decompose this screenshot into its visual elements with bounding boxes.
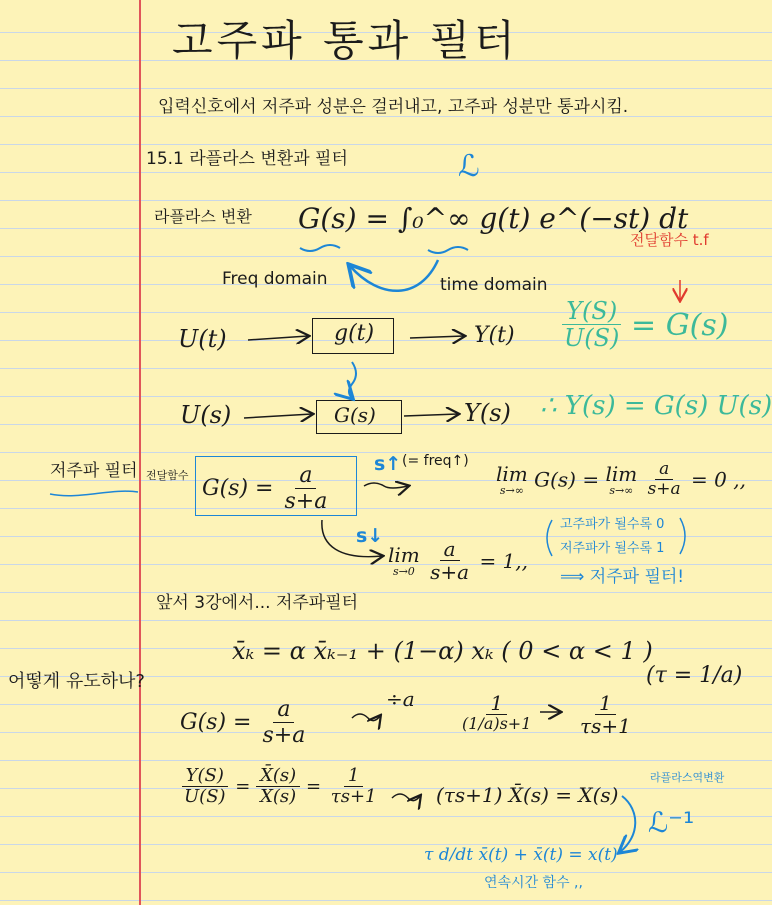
- g-den: s+a: [262, 723, 306, 749]
- lowpass-num: a: [295, 464, 316, 489]
- ratio3-den: τs+1: [330, 785, 377, 807]
- s-down-label: s↓: [356, 525, 384, 547]
- lim-inf-den: s+a: [647, 478, 681, 499]
- lim-word-2: lim: [605, 461, 638, 486]
- s-up-note: (= freq↑): [402, 453, 469, 469]
- derivation-question: 어떻게 유도하나?: [8, 671, 145, 692]
- note-hf-zero: 고주파가 될수록 0: [560, 517, 665, 532]
- lim-word-1: lim: [496, 461, 528, 486]
- continuous-equation: τ d/dt x̄(t) + x̄(t) = x(t): [424, 845, 618, 865]
- underline-gs: [300, 245, 340, 251]
- lowpass-formula: [202, 464, 331, 514]
- laplace-symbol: ℒ: [458, 149, 480, 184]
- note-bracket-left: [547, 520, 552, 556]
- underline-gt: [428, 247, 468, 253]
- g-transform: [180, 698, 309, 748]
- margin-line: [139, 0, 141, 905]
- tf-rhs: = G(s): [631, 307, 729, 343]
- lim-inf-result: = 0 ,,: [691, 467, 746, 492]
- ratio-equation: $\frac{Y(S)}{U(S)}$ = $\frac{X̄(s)}{X(s)}$ = $\frac{1}{\tau s+1}$: [180, 766, 380, 807]
- section-heading: 15.1 라플라스 변환과 필터: [146, 149, 348, 169]
- tf-denominator: U(S): [564, 324, 620, 353]
- arrow-g-to-y-s: [404, 414, 458, 416]
- lowpass-den: s+a: [284, 489, 328, 515]
- system-block-time-label: g(t): [334, 321, 375, 346]
- lowpass-lhs: G(s) =: [202, 476, 274, 502]
- intro-text: 입력신호에서 저주파 성분은 걸러내고, 고주파 성분만 통과시킴.: [158, 97, 629, 117]
- lowpass-label: 저주파 필터: [50, 461, 138, 481]
- tf-numerator: Y(S): [562, 298, 621, 325]
- ratio1-num: Y(S): [182, 766, 228, 787]
- frac-one-over-a: [458, 692, 535, 733]
- therefore-equation: ∴ Y(s) = G(s) U(s): [540, 391, 772, 421]
- divide-by-a: ÷a: [386, 687, 415, 711]
- arrow-u-to-g-time: [248, 336, 308, 340]
- system-input-s: U(s): [180, 401, 232, 429]
- inverse-laplace-symbol: ℒ⁻¹: [648, 806, 695, 839]
- lim-zero-den: s+a: [430, 560, 470, 584]
- frac-tau: [576, 692, 635, 738]
- note-lf-one: 저주파가 될수록 1: [560, 541, 665, 556]
- arrow-to-limit-inf: [364, 483, 408, 488]
- frac1-num: 1: [486, 692, 507, 715]
- system-output-time: Y(t): [474, 323, 515, 348]
- arrow-g-to-y-time: [410, 336, 464, 338]
- arrow-ratio-to-result: [392, 794, 420, 801]
- lim-word-3: lim: [388, 542, 420, 567]
- frac2-num: 1: [595, 692, 616, 715]
- note-bracket-right: [680, 518, 685, 554]
- s-up-label: s↑: [374, 453, 402, 475]
- lim-zero-num: a: [440, 538, 460, 561]
- system-input-time: U(t): [178, 325, 227, 353]
- ratio-result: (τs+1) X̄(s) = X(s): [436, 783, 619, 807]
- time-domain-label: time domain: [440, 275, 548, 295]
- arrow-inverse-laplace: [620, 796, 635, 852]
- ratio2-den: X(s): [260, 785, 297, 807]
- system-block-s-label: G(s): [334, 403, 376, 427]
- laplace-formula: G(s) = ∫₀^∞ g(t) e^(−st) dt: [298, 202, 689, 235]
- page-title: 고주파 통과 필터: [172, 16, 519, 65]
- g-lhs: G(s) =: [180, 710, 252, 736]
- note-conclusion: ⟹ 저주파 필터!: [560, 567, 685, 587]
- lim-zero-result: = 1,,: [479, 549, 528, 573]
- laplace-label: 라플라스 변환: [154, 207, 252, 226]
- lim-sub-1: s→∞: [499, 483, 524, 497]
- g-num: a: [273, 698, 294, 723]
- transfer-function-small-label: 전달함수: [146, 469, 189, 482]
- recursive-formula: x̄ₖ = α x̄ₖ₋₁ + (1−α) xₖ ( 0 < α < 1 ): [232, 637, 653, 665]
- frac1-den: (1/a)s+1: [462, 714, 532, 733]
- ratio1-den: U(S): [184, 785, 226, 807]
- underline-lowpass: [50, 491, 138, 496]
- lim-sub-2: s→∞: [609, 483, 634, 497]
- system-output-s: Y(s): [464, 399, 511, 427]
- limit-zero: [388, 538, 528, 584]
- lim-inf-num: a: [655, 460, 673, 480]
- arrow-time-to-s: [349, 362, 356, 398]
- laplace-curve-arrow: [350, 260, 438, 291]
- lim-mid: G(s) =: [534, 467, 600, 492]
- ratio2-num: X̄(s): [256, 766, 300, 787]
- arrow-g-to-div: [352, 714, 380, 721]
- tf-ratio: [560, 298, 729, 353]
- lim-sub-3: s→0: [392, 564, 415, 578]
- tau-definition: (τ = 1/a): [646, 663, 743, 688]
- frac2-den: τs+1: [580, 714, 631, 738]
- transfer-function-note: 전달함수 t.f: [630, 231, 709, 249]
- inverse-laplace-label: 라플라스역변환: [650, 771, 725, 784]
- arrow-u-to-g-s: [244, 414, 312, 418]
- continuous-label: 연속시간 함수 ,,: [484, 875, 583, 891]
- freq-domain-label: Freq domain: [222, 269, 328, 289]
- limit-infinity: [496, 460, 746, 499]
- chapter3-note: 앞서 3강에서... 저주파필터: [156, 593, 359, 613]
- ratio3-num: 1: [344, 766, 363, 787]
